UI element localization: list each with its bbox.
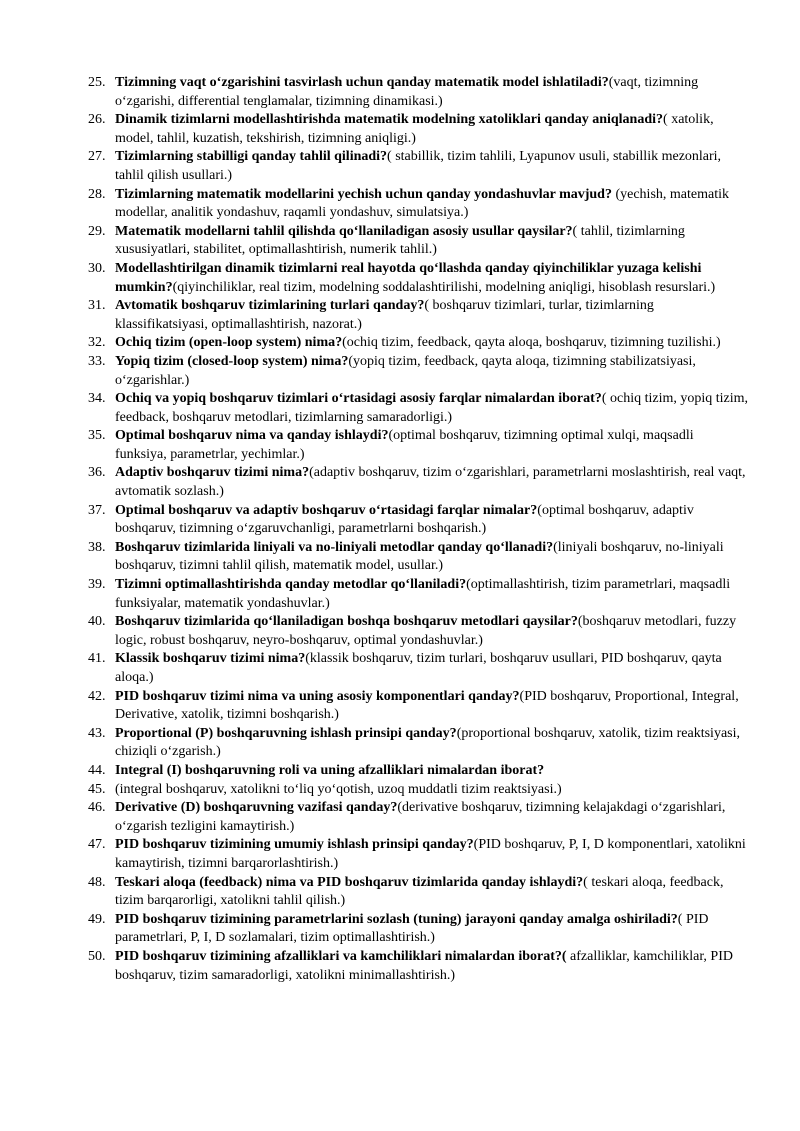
item-number: 27. <box>88 149 106 165</box>
list-item <box>88 186 748 223</box>
item-number: 40. <box>88 614 106 630</box>
keywords-text: (derivative boshqaruv, tizimning kelajakdagi o‘zgarishlari, o‘zgarish tezligini kamaytirish.) <box>115 800 726 834</box>
keywords-text: (optimallashtirish, tizim parametrlari, maqsadli funksiyalar, matematik yondashuvlar.) <box>115 577 731 611</box>
question-text: Optimal boshqaruv nima va qanday ishlaydi? <box>115 428 389 444</box>
keywords-text: (boshqaruv metodlari, fuzzy logic, robust boshqaruv, neyro-boshqaruv, optimal yondashuvlar.) <box>115 614 737 648</box>
list-item <box>88 911 748 948</box>
item-number: 30. <box>88 260 106 276</box>
keywords-text: (vaqt, tizimning o‘zgarishi, differential tenglamalar, tizimning dinamikasi.) <box>115 75 699 109</box>
list-item <box>88 799 748 836</box>
list-item <box>88 781 748 800</box>
question-text: Tizimlarning matematik modellarini yechish uchun qanday yondashuvlar mavjud? <box>115 186 612 202</box>
item-number: 36. <box>88 465 106 481</box>
item-number: 38. <box>88 539 106 555</box>
keywords-text: (optimal boshqaruv, tizimning optimal xulqi, maqsadli funksiya, parametrlar, yechimlar.) <box>115 428 694 462</box>
keywords-text: (liniyali boshqaruv, no-liniyali boshqaruv, tizimni tahlil qilish, matematik model, usullar.) <box>115 539 724 574</box>
list-item <box>88 576 748 613</box>
question-text: Tizimlarning stabilligi qanday tahlil qilinadi? <box>115 149 388 165</box>
list-item <box>88 260 748 297</box>
question-text: Derivative (D) boshqaruvning vazifasi qanday? <box>115 800 398 816</box>
keywords-text: (optimal boshqaruv, adaptiv boshqaruv, tizimning o‘zgaruvchanligi, parametrlarni boshqarish.) <box>115 502 694 537</box>
question-text: Yopiq tizim (closed-loop system) nima? <box>115 353 349 369</box>
keywords-text: ( xatolik, model, tahlil, kuzatish, tekshirish, tizimning aniqligi.) <box>115 112 714 146</box>
list-item <box>88 650 748 687</box>
keywords-text: ( teskari aloqa, feedback, tizim barqarorligi, xatolikni tahlil qilish.) <box>115 874 724 909</box>
list-item <box>88 836 748 873</box>
item-number: 31. <box>88 298 106 314</box>
list-item <box>88 762 748 781</box>
list-item <box>88 502 748 539</box>
list-item <box>88 148 748 185</box>
question-list <box>88 74 748 985</box>
question-text: Boshqaruv tizimlarida liniyali va no-liniyali metodlar qanday qo‘llanadi? <box>115 539 554 555</box>
item-number: 43. <box>88 725 106 741</box>
question-text: Teskari aloqa (feedback) nima va PID boshqaruv tizimlarida qanday ishlaydi? <box>115 874 584 890</box>
keywords-text: ( boshqaruv tizimlari, turlar, tizimlarning klassifikatsiyasi, optimallashtirish, nazorat.) <box>115 298 654 332</box>
list-item <box>88 539 748 576</box>
question-text: Tizimni optimallashtirishda qanday metodlar qo‘llaniladi? <box>115 577 467 593</box>
keywords-text: (klassik boshqaruv, tizim turlari, boshqaruv usullari, PID boshqaruv, qayta aloqa.) <box>115 651 722 685</box>
keywords-text: (PID boshqaruv, Proportional, Integral, Derivative, xatolik, tizimni boshqarish.) <box>115 688 739 723</box>
item-number: 25. <box>88 75 106 90</box>
item-number: 48. <box>88 874 106 890</box>
list-item <box>88 111 748 148</box>
item-number: 29. <box>88 223 106 239</box>
list-item <box>88 334 748 353</box>
list-item <box>88 74 748 111</box>
question-text: Klassik boshqaruv tizimi nima? <box>115 651 306 667</box>
item-number: 46. <box>88 800 106 816</box>
keywords-text: (integral boshqaruv, xatolikni to‘liq yo‘qotish, uzoq muddatli tizim reaktsiyasi.) <box>115 781 562 797</box>
list-item <box>88 948 748 985</box>
item-number: 33. <box>88 353 106 369</box>
item-number: 37. <box>88 502 106 518</box>
item-number: 42. <box>88 688 106 704</box>
list-item <box>88 223 748 260</box>
item-number: 34. <box>88 391 106 407</box>
item-number: 28. <box>88 186 106 202</box>
keywords-text: (adaptiv boshqaruv, tizim o‘zgarishlari, parametrlarni moslashtirish, real vaqt, avtomatik sozlash.) <box>115 465 746 500</box>
keywords-text: ( tahlil, tizimlarning xususiyatlari, stabilitet, optimallashtirish, numerik tahlil.) <box>115 223 685 258</box>
item-number: 35. <box>88 428 106 444</box>
list-item <box>88 390 748 427</box>
keywords-text: (PID boshqaruv, P, I, D komponentlari, xatolikni kamaytirish, tizimni barqarorlashtirish.) <box>115 837 746 871</box>
question-text: PID boshqaruv tizimining afzalliklari va kamchiliklari nimalardan iborat?( <box>115 948 567 964</box>
keywords-text: ( ochiq tizim, yopiq tizim, feedback, boshqaruv metodlari, tizimlarning samaradorligi.) <box>115 391 749 425</box>
list-item <box>88 725 748 762</box>
list-item <box>88 874 748 911</box>
item-number: 47. <box>88 837 106 853</box>
question-text: Adaptiv boshqaruv tizimi nima? <box>115 465 310 481</box>
keywords-text: (qiyinchiliklar, real tizim, modelning soddalashtirilishi, modelning aniqligi, hisoblash resurslari.) <box>172 279 716 295</box>
question-text: Proportional (P) boshqaruvning ishlash prinsipi qanday? <box>115 725 457 741</box>
question-text: Matematik modellarni tahlil qilishda qo‘llaniladigan asosiy usullar qaysilar? <box>115 223 573 239</box>
list-item <box>88 613 748 650</box>
question-text: Avtomatik boshqaruv tizimlarining turlari qanday? <box>115 298 425 314</box>
keywords-text: (ochiq tizim, feedback, qayta aloqa, boshqaruv, tizimning tuzilishi.) <box>342 335 721 351</box>
keywords-text: (yopiq tizim, feedback, qayta aloqa, tizimning stabilizatsiyasi, o‘zgarishlar.) <box>115 353 696 388</box>
list-item <box>88 427 748 464</box>
item-number: 39. <box>88 577 106 593</box>
list-item <box>88 353 748 390</box>
list-item <box>88 297 748 334</box>
item-number: 26. <box>88 112 106 128</box>
question-text: Integral (I) boshqaruvning roli va uning afzalliklari nimalardan iborat? <box>115 762 545 778</box>
item-number: 49. <box>88 911 106 927</box>
question-text: Modellashtirilgan dinamik tizimlarni real hayotda qo‘llashda qanday qiyinchiliklar yuzaga kelishi mumkin? <box>115 260 702 295</box>
question-text: Tizimning vaqt o‘zgarishini tasvirlash uchun qanday matematik model ishlatiladi? <box>115 75 609 90</box>
question-text: Ochiq va yopiq boshqaruv tizimlari o‘rtasidagi asosiy farqlar nimalardan iborat? <box>115 391 602 407</box>
question-text: Dinamik tizimlarni modellashtirishda matematik modelning xatoliklari qanday aniqlanadi? <box>115 112 664 128</box>
question-text: Optimal boshqaruv va adaptiv boshqaruv o‘rtasidagi farqlar nimalar? <box>115 502 538 518</box>
keywords-text: afzalliklar, kamchiliklar, PID boshqaruv, tizim samaradorligi, xatolikni minimallashtirish.) <box>115 948 733 983</box>
keywords-text: (proportional boshqaruv, xatolik, tizim reaktsiyasi, chiziqli o‘zgarish.) <box>115 725 740 760</box>
question-text: PID boshqaruv tizimining umumiy ishlash prinsipi qanday? <box>115 837 474 853</box>
list-item <box>88 688 748 725</box>
keywords-text: ( stabillik, tizim tahlili, Lyapunov usuli, stabillik mezonlari, tahlil qilish usullari.) <box>115 149 722 183</box>
question-text: Boshqaruv tizimlarida qo‘llaniladigan boshqa boshqaruv metodlari qaysilar? <box>115 614 578 630</box>
item-number: 45. <box>88 781 106 797</box>
item-number: 32. <box>88 335 106 351</box>
question-text: Ochiq tizim (open-loop system) nima? <box>115 335 343 351</box>
question-text: PID boshqaruv tizimining parametrlarini sozlash (tuning) jarayoni qanday amalga oshiriladi? <box>115 911 678 927</box>
item-number: 50. <box>88 948 106 964</box>
item-number: 44. <box>88 762 106 778</box>
keywords-text: (yechish, matematik modellar, analitik yondashuv, raqamli yondashuv, simulatsiya.) <box>115 186 729 221</box>
item-number: 41. <box>88 651 106 667</box>
keywords-text: ( PID parametrlari, P, I, D sozlamalari, tizim optimallashtirish.) <box>115 911 709 946</box>
question-text: PID boshqaruv tizimi nima va uning asosiy komponentlari qanday? <box>115 688 520 704</box>
list-item <box>88 464 748 501</box>
